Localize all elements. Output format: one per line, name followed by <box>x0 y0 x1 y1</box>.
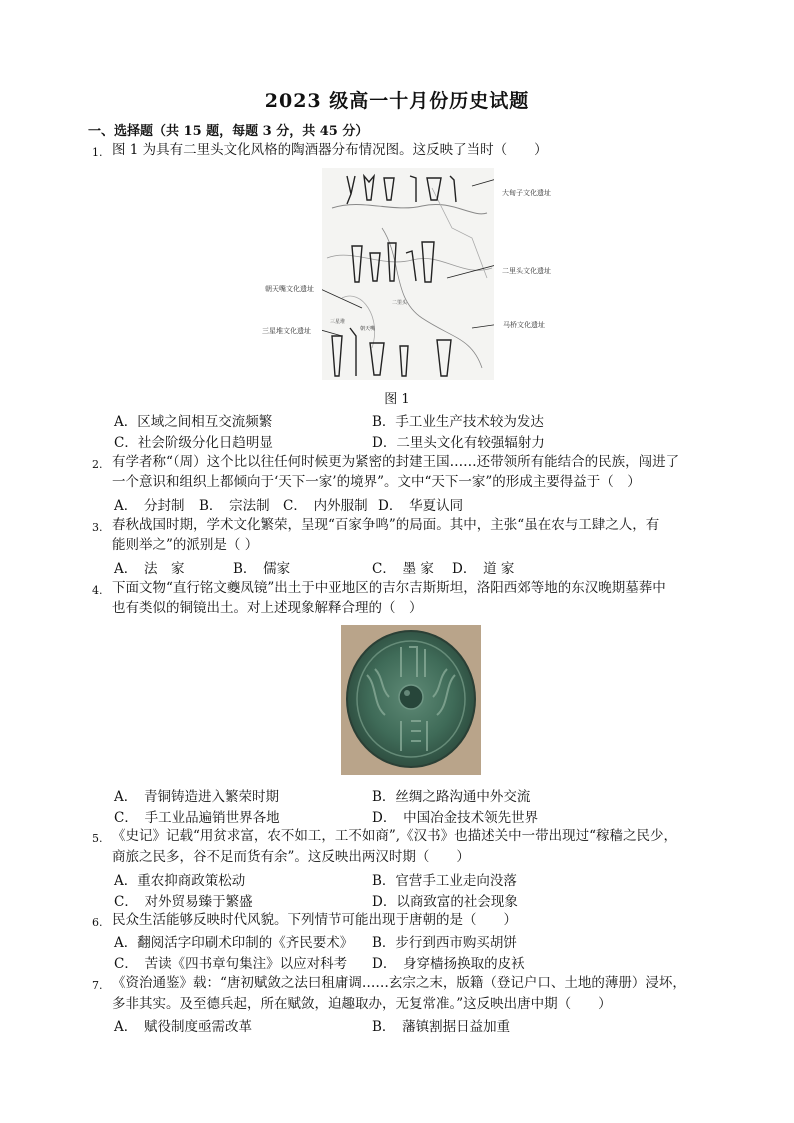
map-image <box>322 168 494 380</box>
question-number: 6. <box>92 916 103 929</box>
bronze-mirror-photo <box>341 625 481 775</box>
question-number: 4. <box>92 584 103 597</box>
option-b[interactable]: B． 宗法制 <box>199 498 270 514</box>
option-a[interactable]: A． 分封制 <box>114 498 185 514</box>
option-c[interactable]: C． 对外贸易臻于繁盛 <box>114 894 253 910</box>
figure-map <box>322 168 494 380</box>
question-number: 2. <box>92 458 103 471</box>
question-text: 《资治通鉴》载：“唐初赋敛之法曰租庸调……玄宗之末，版籍（登记户口、土地的薄册）浸坏， <box>112 975 686 991</box>
option-a[interactable]: A．区域之间相互交流频繁 <box>114 414 273 430</box>
option-d[interactable]: D． 身穿樯扬换取的皮袄 <box>372 956 525 972</box>
option-a[interactable]: A． 青铜铸造进入繁荣时期 <box>114 789 279 805</box>
option-d[interactable]: D． 道 家 <box>452 561 515 577</box>
question-number: 1. <box>92 146 103 159</box>
figure-label: 马桥文化遗址 <box>503 321 545 329</box>
question-text: 有学者称“（周）这个比以往任何时候更为紧密的封建王国……还带领所有能结合的民族，闯进了 <box>112 454 680 470</box>
figure-label: 朝天嘴文化遗址 <box>265 285 314 293</box>
option-c[interactable]: C． 苦读《四书章句集注》以应对科考 <box>114 956 348 972</box>
option-a[interactable]: A．翻阅活字印刷术印制的《齐民要术》 <box>114 935 354 951</box>
question-text: 能则举之”的派别是（ ） <box>112 537 259 553</box>
option-a[interactable]: A．重农抑商政策松动 <box>114 873 246 889</box>
question-number: 3. <box>92 521 103 534</box>
map-label-sanxingdui: 三星堆 <box>330 319 346 325</box>
option-b[interactable]: B．丝绸之路沟通中外交流 <box>372 789 531 805</box>
map-label-erlitou: 二里头 <box>392 300 408 306</box>
option-a[interactable]: A． 赋役制度亟需改革 <box>114 1019 252 1035</box>
option-c[interactable]: C． 墨 家 <box>372 561 434 577</box>
option-d[interactable]: D．以商致富的社会现象 <box>372 894 518 910</box>
question-number: 7. <box>92 979 103 992</box>
question-text: 多非其实。及至德兵起，所在赋敛，迫趣取办，无复常准。”这反映出唐中期（ ） <box>112 996 612 1012</box>
option-c[interactable]: C． 内外服制 <box>283 498 368 514</box>
option-d[interactable]: D． 华夏认同 <box>378 498 464 514</box>
option-d[interactable]: D． 中国冶金技术领先世界 <box>372 810 539 826</box>
map-label-chaotianzui: 朝天嘴 <box>360 326 376 332</box>
question-number: 5. <box>92 832 103 845</box>
option-b[interactable]: B． 儒家 <box>233 561 291 577</box>
question-text: 《史记》记载“用贫求富，农不如工，工不如商”,《汉书》也描述关中一带出现过“稼穑之民少， <box>112 828 677 844</box>
option-b[interactable]: B．官营手工业走向没落 <box>372 873 517 889</box>
option-b[interactable]: B． 藩镇割据日益加重 <box>372 1019 511 1035</box>
figure-label: 大甸子文化遗址 <box>502 189 551 197</box>
question-text: 商旅之民多，谷不足而货有余”。这反映出两汉时期（ ） <box>112 849 470 865</box>
option-b[interactable]: B．手工业生产技术较为发达 <box>372 414 544 430</box>
question-text: 也有类似的铜镜出土。对上述现象解释合理的（ ） <box>112 600 423 616</box>
figure-label: 三星堆文化遗址 <box>262 327 311 335</box>
question-text: 春秋战国时期，学术文化繁荣，呈现“百家争鸣”的局面。其中，主张“虽在农与工肆之人，有 <box>112 517 660 533</box>
question-text: 一个意识和组织上都倾向于‘天下一家’的境界”。文中“天下一家”的形成主要得益于（ ） <box>112 474 641 490</box>
page-title: 2023 级高一十月份历史试题 <box>264 90 530 112</box>
question-text: 下面文物“直行铭文夔凤镜”出土于中亚地区的吉尔吉斯斯坦，洛阳西郊等地的东汉晚期墓葬中 <box>112 580 666 596</box>
option-a[interactable]: A． 法 家 <box>114 561 185 577</box>
question-text: 民众生活能够反映时代风貌。下列情节可能出现于唐朝的是（ ） <box>112 912 517 928</box>
option-b[interactable]: B．步行到西市购买胡饼 <box>372 935 517 951</box>
option-c[interactable]: C． 手工业品遍销世界各地 <box>114 810 280 826</box>
option-d[interactable]: D．二里头文化有较强辐射力 <box>372 435 545 451</box>
section-header: 一、选择题（共 15 题，每题 3 分，共 45 分） <box>88 124 369 139</box>
question-text: 图 1 为具有二里头文化风格的陶酒器分布情况图。这反映了当时（ ） <box>112 142 548 158</box>
figure-label: 二里头文化遗址 <box>502 267 551 275</box>
figure-caption: 图 1 <box>384 392 410 407</box>
option-c[interactable]: C．社会阶级分化日趋明显 <box>114 435 273 451</box>
